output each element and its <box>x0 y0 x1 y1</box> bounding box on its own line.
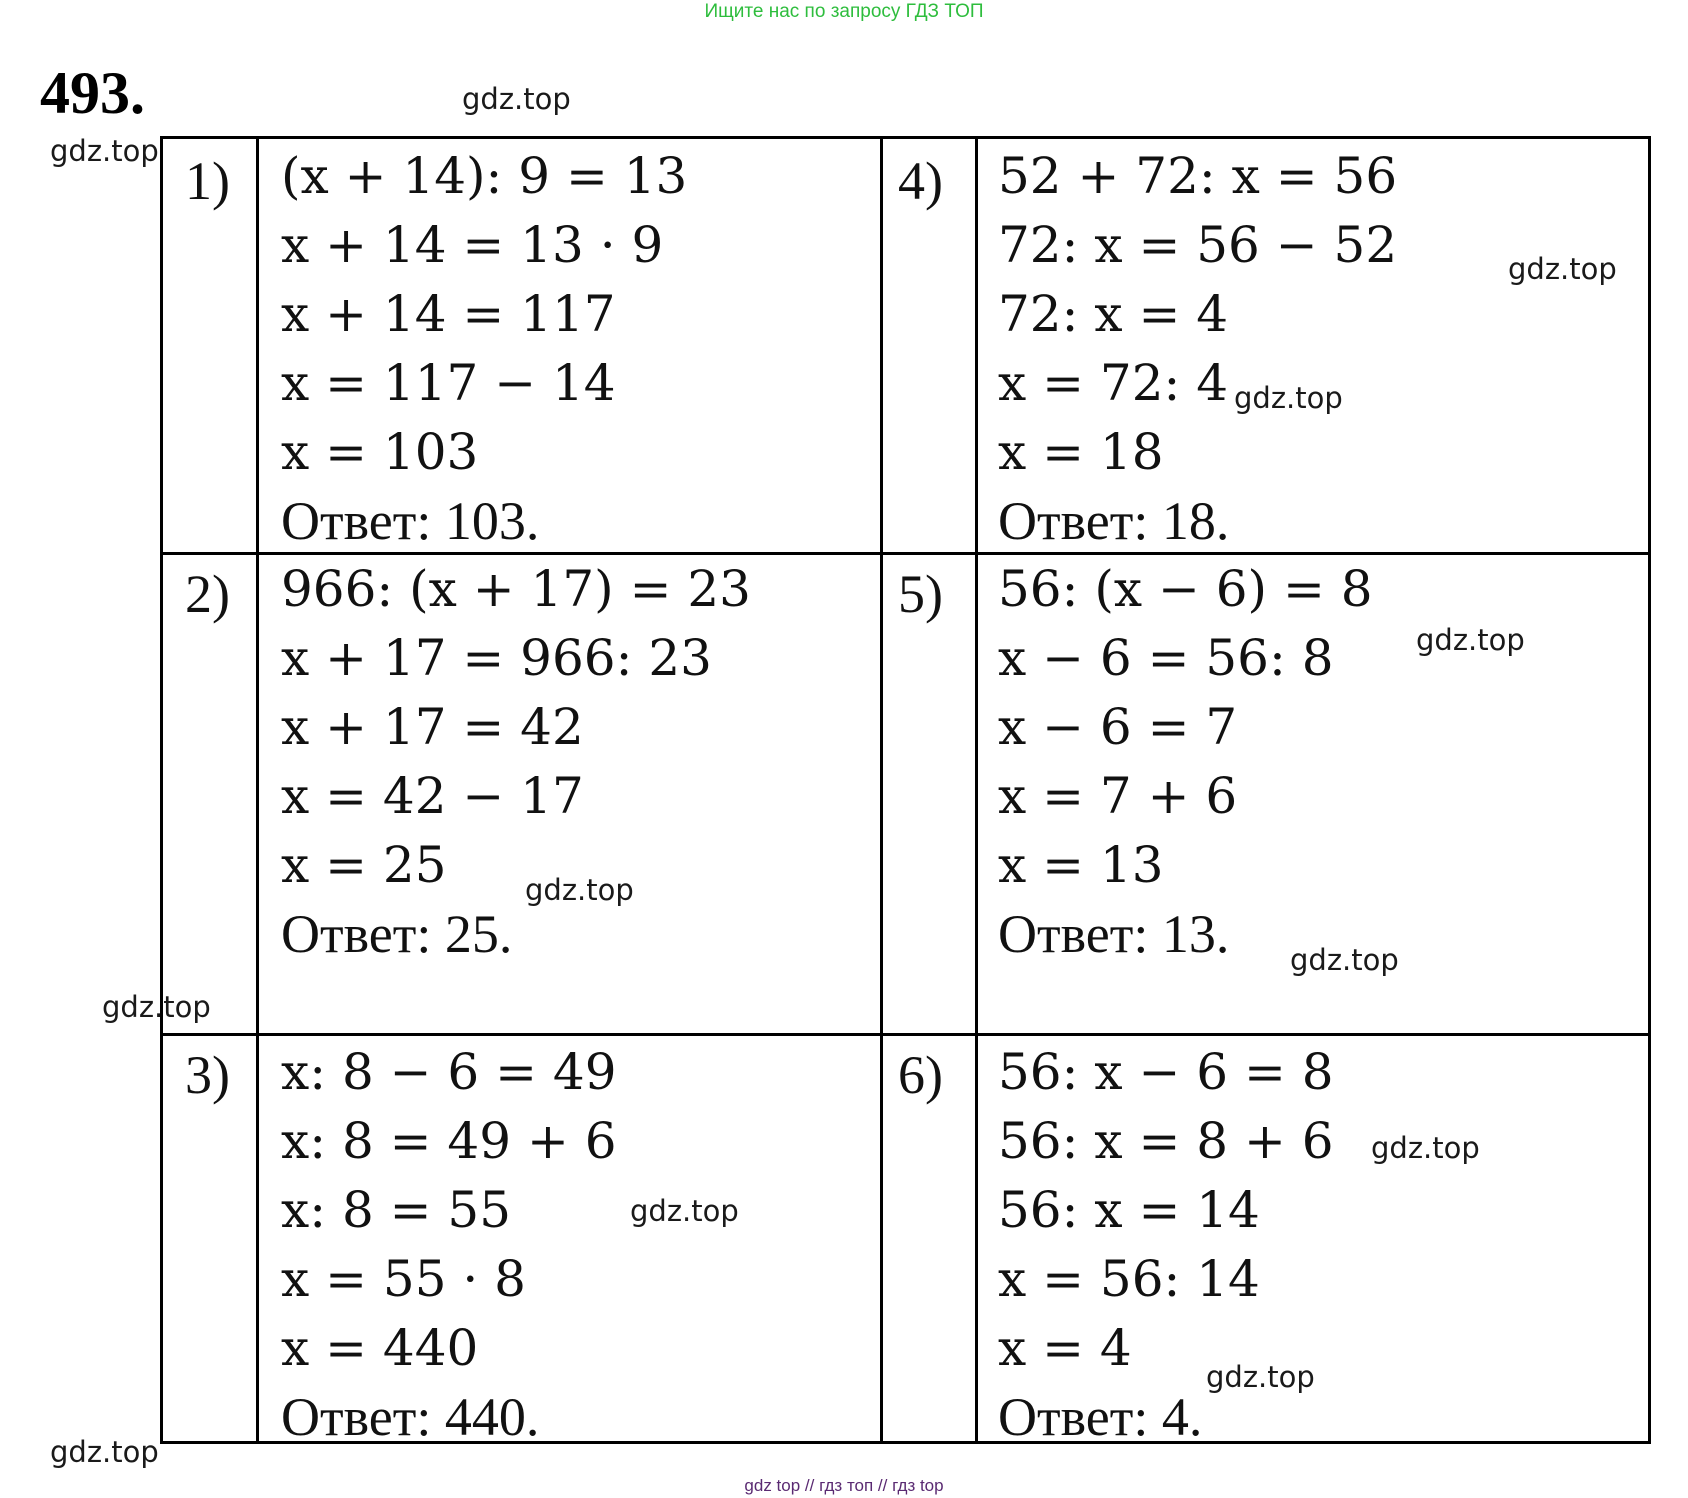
watermark: gdz.top <box>102 990 211 1024</box>
divider-line <box>163 1033 1648 1036</box>
answer-1: Ответ: 103. <box>281 491 540 551</box>
watermark: gdz.top <box>1234 381 1343 415</box>
step: x = 103 <box>281 423 479 481</box>
task-number-3: 3) <box>185 1045 230 1105</box>
watermark: gdz.top <box>1290 943 1399 977</box>
solution-steps-3 <box>281 1038 617 1383</box>
watermark: gdz.top <box>50 1435 159 1469</box>
step: 52 + 72: x = 56 <box>998 147 1398 205</box>
solution-steps-4 <box>998 142 1397 487</box>
step: 56: x = 14 <box>998 1181 1260 1239</box>
step: x + 17 = 966: 23 <box>281 629 712 687</box>
step: x + 14 = 13 · 9 <box>281 216 664 274</box>
step: 966: (x + 17) = 23 <box>281 560 751 618</box>
watermark: gdz.top <box>1416 623 1525 657</box>
step: 72: x = 4 <box>998 285 1229 343</box>
solution-steps-2 <box>281 555 751 900</box>
step: x = 25 <box>281 836 447 894</box>
step: 56: x − 6 = 8 <box>998 1043 1334 1101</box>
solution-steps-1 <box>281 142 687 487</box>
step: x = 18 <box>998 423 1164 481</box>
watermark: gdz.top <box>50 134 159 168</box>
watermark: gdz.top <box>1508 252 1617 286</box>
task-number-5: 5) <box>898 564 943 624</box>
step: x = 55 · 8 <box>281 1250 526 1308</box>
step: x + 17 = 42 <box>281 698 584 756</box>
step: 56: x = 8 + 6 <box>998 1112 1334 1170</box>
footer-links[interactable]: gdz top // гдз топ // гдз top <box>744 1476 944 1495</box>
step: x: 8 = 55 <box>281 1181 512 1239</box>
top-banner[interactable]: Ищите нас по запросу ГДЗ ТОП <box>704 1 984 22</box>
watermark: gdz.top <box>1206 1360 1315 1394</box>
step: x = 117 − 14 <box>281 354 616 412</box>
step: x = 72: 4 <box>998 354 1229 412</box>
step: 72: x = 56 − 52 <box>998 216 1398 274</box>
solution-steps-6 <box>998 1038 1334 1383</box>
step: x − 6 = 56: 8 <box>998 629 1334 687</box>
step: x = 56: 14 <box>998 1250 1260 1308</box>
step: x: 8 = 49 + 6 <box>281 1112 617 1170</box>
task-number-1: 1) <box>185 151 230 211</box>
step: x = 440 <box>281 1319 479 1377</box>
step: x + 14 = 117 <box>281 285 616 343</box>
step: x = 7 + 6 <box>998 767 1238 825</box>
step: x = 42 − 17 <box>281 767 584 825</box>
solution-steps-5 <box>998 555 1373 900</box>
step: x − 6 = 7 <box>998 698 1238 756</box>
step: (x + 14): 9 = 13 <box>281 147 688 205</box>
answer-3: Ответ: 440. <box>281 1387 540 1447</box>
step: 56: (x − 6) = 8 <box>998 560 1373 618</box>
answer-4: Ответ: 18. <box>998 491 1230 551</box>
watermark: gdz.top <box>462 82 571 116</box>
watermark: gdz.top <box>525 873 634 907</box>
step: x = 4 <box>998 1319 1132 1377</box>
task-number-2: 2) <box>185 564 230 624</box>
step: x: 8 − 6 = 49 <box>281 1043 617 1101</box>
answer-2: Ответ: 25. <box>281 904 513 964</box>
step: x = 13 <box>998 836 1164 894</box>
divider-line <box>880 139 883 1441</box>
problem-number: 493. <box>40 60 145 126</box>
watermark: gdz.top <box>630 1194 739 1228</box>
watermark: gdz.top <box>1371 1131 1480 1165</box>
divider-line <box>975 139 978 1441</box>
answer-6: Ответ: 4. <box>998 1387 1203 1447</box>
task-number-4: 4) <box>898 151 943 211</box>
divider-line <box>256 139 259 1441</box>
answer-5: Ответ: 13. <box>998 904 1230 964</box>
task-number-6: 6) <box>898 1045 943 1105</box>
solutions-table <box>160 136 1651 1447</box>
